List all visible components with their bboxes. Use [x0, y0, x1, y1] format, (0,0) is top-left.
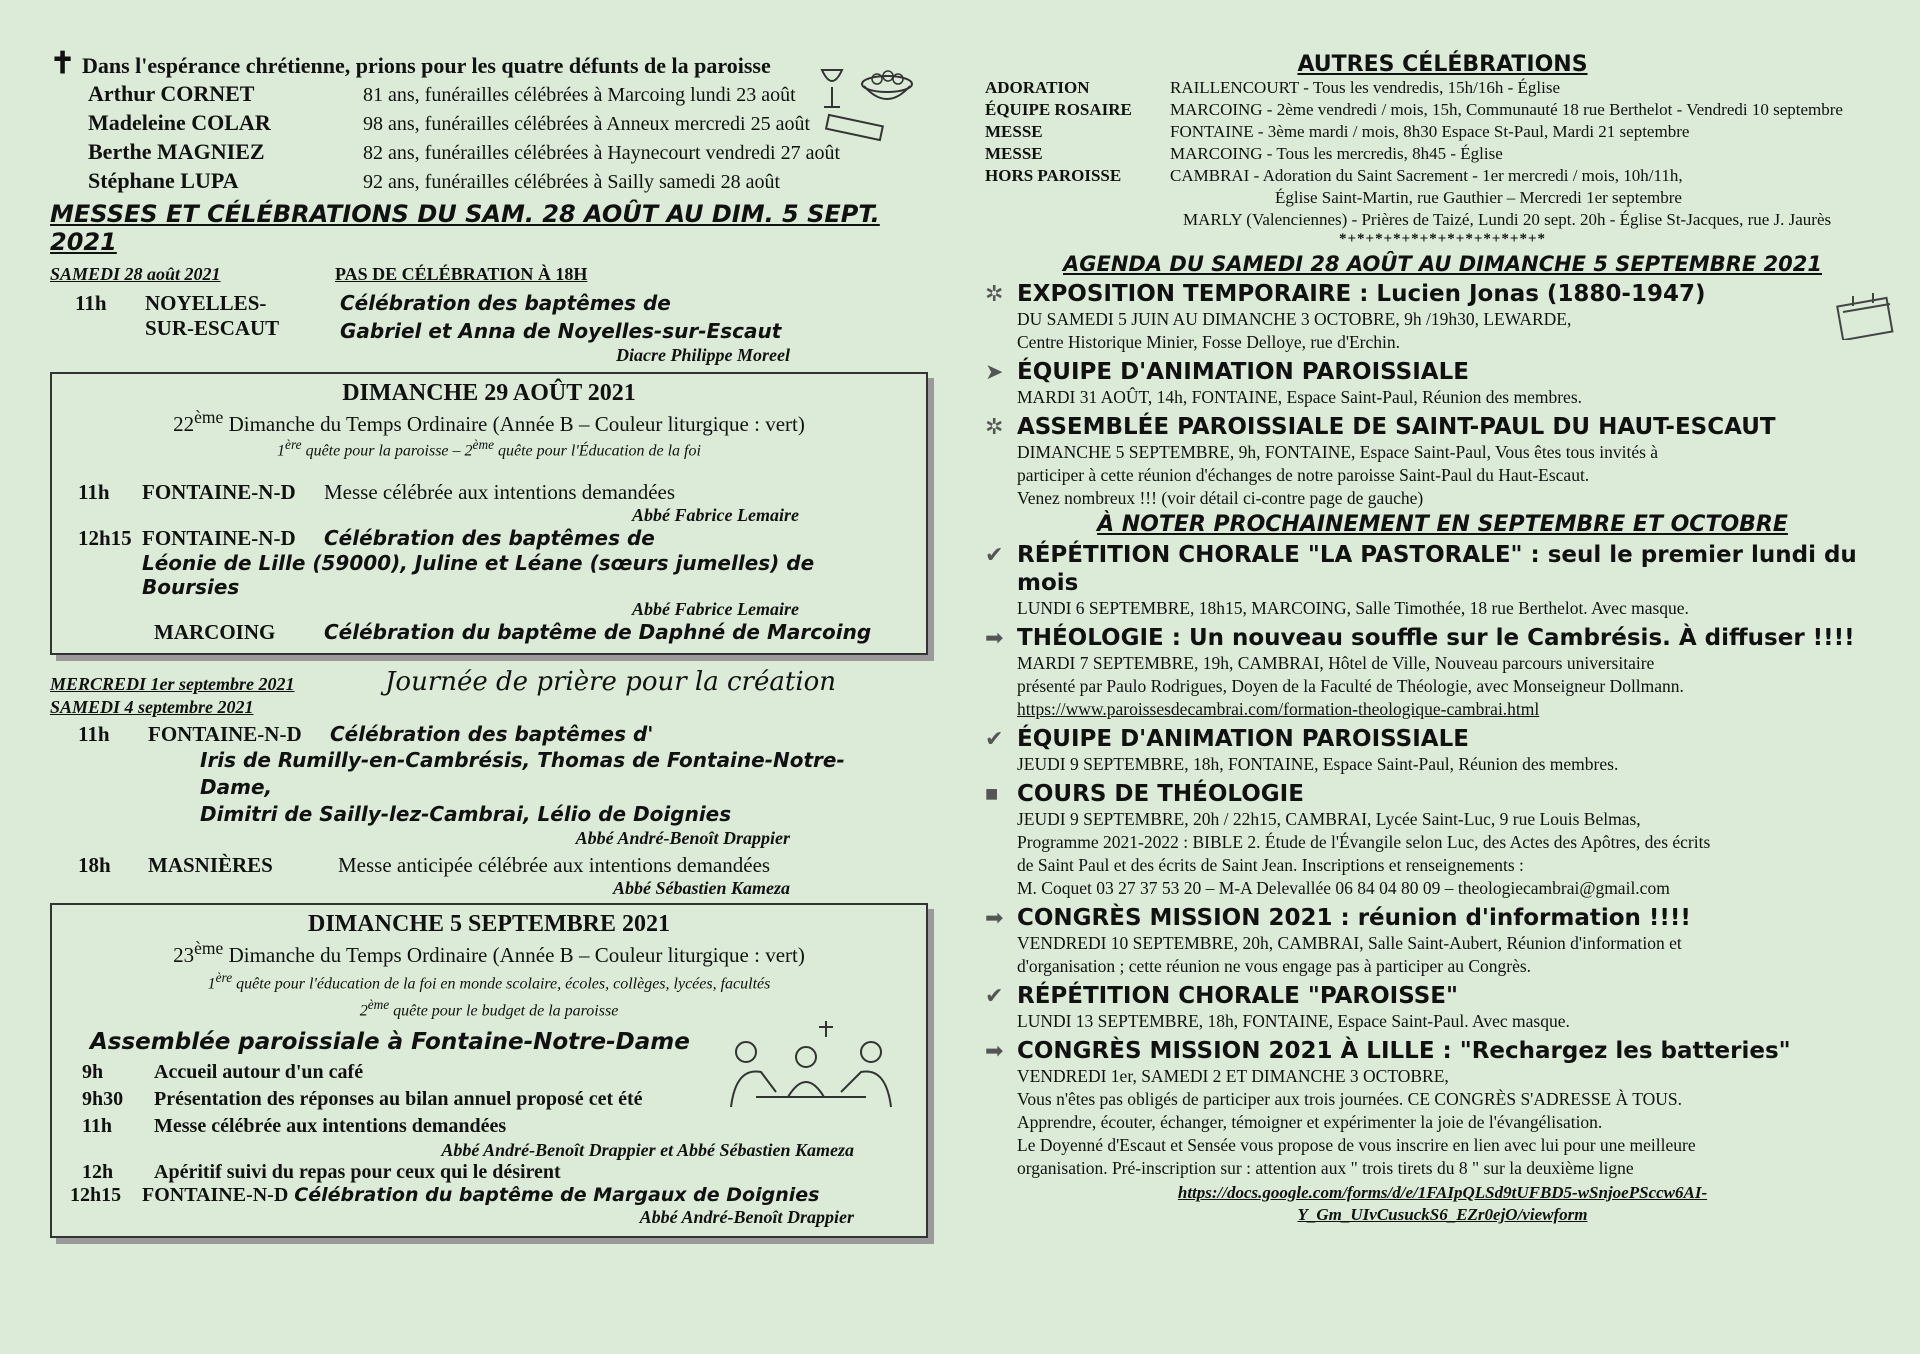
event-place: FONTAINE-N-D	[142, 480, 296, 505]
other-celebration-row	[985, 121, 1900, 143]
agenda-item	[985, 725, 1900, 776]
event-time: 11h	[78, 480, 110, 505]
deceased-detail: 98 ans, funérailles célébrées à Anneux mercredi 25 août	[363, 113, 811, 135]
agenda-item-title: EXPOSITION TEMPORAIRE : Lucien Jonas (1880-1947)	[1017, 281, 1706, 307]
deceased-detail: 81 ans, funérailles célébrées à Marcoing lundi 23 août	[363, 84, 796, 106]
sunday-29-quests: 1ère quête pour la paroisse – 2ème quête pour l'Éducation de la foi	[277, 437, 701, 460]
other-celebration-type: ÉQUIPE ROSAIRE	[985, 100, 1132, 119]
agenda-item-title: RÉPÉTITION CHORALE "PAROISSE"	[1017, 983, 1458, 1009]
deceased-detail: 92 ans, funérailles célébrées à Sailly samedi 28 août	[363, 171, 781, 193]
sunday-5-box	[50, 903, 928, 1238]
agenda-item-title: CONGRÈS MISSION 2021 À LILLE : "Rechargez les batteries"	[1017, 1038, 1791, 1064]
event-time: 11h	[78, 722, 110, 747]
deceased-row	[88, 80, 910, 109]
agenda-item-line: de Saint Paul et des écrits de Saint Jean. Inscriptions et renseignements :	[1017, 855, 1524, 875]
saturday-28-section	[50, 264, 910, 366]
agenda-item	[985, 541, 1900, 620]
saturday-28-date: SAMEDI 28 août 2021	[50, 264, 221, 284]
agenda-item-title: COURS DE THÉOLOGIE	[1017, 781, 1304, 807]
other-celebration-row	[985, 99, 1900, 121]
upcoming-title: À NOTER PROCHAINEMENT EN SEPTEMBRE ET OCTOBRE	[1097, 512, 1788, 537]
other-celebration-type: ADORATION	[985, 78, 1090, 97]
event-place: NOYELLES-	[145, 291, 267, 315]
deceased-row	[88, 167, 910, 196]
agenda-bullet-icon: ■	[985, 781, 999, 806]
celebrant: Abbé Fabrice Lemaire	[632, 505, 799, 526]
agenda-item-line: MARDI 7 SEPTEMBRE, 19h, CAMBRAI, Hôtel de Ville, Nouveau parcours universitaire	[1017, 653, 1655, 673]
agenda-bullet-icon: ➡	[985, 1038, 1004, 1063]
event-text: Célébration des baptêmes d'	[330, 722, 654, 747]
other-celebration-detail: RAILLENCOURT - Tous les vendredis, 15h/16h - Église	[1170, 78, 1561, 97]
event-text-2: Gabriel et Anna de Noyelles-sur-Escaut	[340, 319, 782, 343]
event-text-2: Léonie de Lille (59000), Juline et Léane (sœurs jumelles) de Boursies	[142, 551, 815, 600]
event-text: Célébration des baptêmes de	[324, 526, 655, 551]
wednesday-1-section	[50, 667, 910, 697]
celebrant: Diacre Philippe Moreel	[616, 345, 790, 365]
sunday-29-title: DIMANCHE 29 AOÛT 2021	[342, 380, 636, 406]
event-place: FONTAINE-N-D	[148, 722, 302, 747]
deceased-list	[88, 80, 910, 196]
other-celebrations-title: AUTRES CÉLÉBRATIONS	[1297, 52, 1588, 77]
agenda-item	[985, 413, 1900, 510]
agenda-item-line: LUNDI 13 SEPTEMBRE, 18h, FONTAINE, Espace Saint-Paul. Avec masque.	[1017, 1011, 1570, 1031]
agenda-bullet-icon: ✔	[985, 726, 1004, 751]
agenda-item-line: Centre Historique Minier, Fosse Delloye, rue d'Erchin.	[1017, 332, 1400, 352]
event-text: Messe célébrée aux intentions demandées	[154, 1114, 507, 1137]
chalice-bread-icon	[812, 62, 932, 142]
event-time: 12h	[82, 1160, 114, 1183]
other-celebration-detail: CAMBRAI - Adoration du Saint Sacrement - 1er mercredi / mois, 10h/11h,	[1170, 166, 1683, 185]
event-place: FONTAINE-N-D	[142, 526, 296, 551]
celebrant: Abbé André-Benoît Drappier et Abbé Sébastien Kameza	[441, 1139, 854, 1160]
agenda-bullet-icon: ✲	[985, 281, 1004, 306]
event-time: 18h	[78, 853, 111, 878]
event-place: FONTAINE-N-D	[142, 1183, 289, 1206]
event-time: 11h	[75, 291, 107, 315]
agenda-item-line: Programme 2021-2022 : BIBLE 2. Étude de l'Évangile selon Luc, des Actes des Apôtres, des écrits	[1017, 832, 1711, 852]
registration-link-1[interactable]: https://docs.google.com/forms/d/e/1FAIpQLSd9tUFBD5-wSnjoePSccw6AI-	[1177, 1183, 1708, 1202]
event-text: Célébration du baptême de Margaux de Doignies	[294, 1183, 820, 1206]
event-place: MARCOING	[154, 620, 276, 645]
agenda-bullet-icon: ➡	[985, 625, 1004, 650]
program-item	[64, 1113, 914, 1140]
agenda-item-line: VENDREDI 10 SEPTEMBRE, 20h, CAMBRAI, Salle Saint-Aubert, Réunion d'information et	[1017, 933, 1682, 953]
agenda-item-line: VENDREDI 1er, SAMEDI 2 ET DIMANCHE 3 OCTOBRE,	[1017, 1066, 1449, 1086]
masses-title: MESSES ET CÉLÉBRATIONS DU SAM. 28 AOÛT AU DIM. 5 SEPT. 2021	[50, 200, 880, 256]
agenda-item-line: présenté par Paulo Rodrigues, Doyen de la Faculté de Théologie, avec Monseigneur Dollmann.	[1017, 676, 1684, 696]
celebrant: Abbé Sébastien Kameza	[612, 878, 790, 899]
event-text-3: Dimitri de Sailly-lez-Cambrai, Lélio de Doignies	[200, 802, 732, 827]
other-celebration-type: MESSE	[985, 122, 1043, 141]
agenda-item	[985, 904, 1900, 978]
other-extra-2: MARLY (Valenciennes) - Prières de Taizé, Lundi 20 sept. 20h - Église St-Jacques, rue J. Jaurès	[1183, 210, 1832, 229]
other-celebration-type: MESSE	[985, 144, 1043, 163]
agenda-item-line: Venez nombreux !!! (voir détail ci-contre page de gauche)	[1017, 488, 1424, 508]
event-text: Célébration du baptême de Daphné de Marcoing	[324, 620, 872, 645]
agenda-item	[985, 358, 1900, 409]
saturday-4-date: SAMEDI 4 septembre 2021	[50, 697, 254, 718]
deceased-row	[88, 138, 910, 167]
sunday-29-subtitle: 22ème Dimanche du Temps Ordinaire (Année B – Couleur liturgique : vert)	[173, 407, 805, 436]
other-celebration-detail: MARCOING - 2ème vendredi / mois, 15h, Communauté 18 rue Berthelot - Vendredi 10 septembre	[1170, 100, 1843, 119]
deceased-row	[88, 109, 910, 138]
agenda-item-line: DIMANCHE 5 SEPTEMBRE, 9h, FONTAINE, Espace Saint-Paul, Vous êtes tous invités à	[1017, 442, 1659, 462]
event-time: 12h15	[78, 526, 132, 551]
agenda-item-title: ÉQUIPE D'ANIMATION PAROISSIALE	[1017, 726, 1469, 752]
wednesday-1-date: MERCREDI 1er septembre 2021	[50, 674, 295, 695]
agenda-item-line: organisation. Pré-inscription sur : attention aux " trois tirets du 8 " sur la deuxième ligne	[1017, 1158, 1634, 1178]
agenda-item-line: JEUDI 9 SEPTEMBRE, 20h / 22h15, CAMBRAI, Lycée Saint-Luc, 9 rue Louis Belmas,	[1017, 809, 1641, 829]
separator-stars: *+*+*+*+*+*+*+*+*+*+*+*	[1338, 231, 1547, 247]
right-column	[985, 0, 1920, 1354]
agenda-item-title: THÉOLOGIE : Un nouveau souffle sur le Cambrésis. À diffuser !!!!	[1017, 625, 1855, 651]
agenda-item	[985, 1037, 1900, 1180]
sunday-5-title: DIMANCHE 5 SEPTEMBRE 2021	[307, 911, 671, 938]
agenda-title: AGENDA DU SAMEDI 28 AOÛT AU DIMANCHE 5 SEPTEMBRE 2021	[1063, 252, 1822, 276]
other-celebration-row	[985, 143, 1900, 165]
event-time: 11h	[82, 1114, 113, 1137]
prayer-day-note: Journée de prière pour la création	[385, 667, 837, 698]
agenda-item-line: MARDI 31 AOÛT, 14h, FONTAINE, Espace Saint-Paul, Réunion des membres.	[1017, 387, 1583, 407]
celebrant: Abbé Fabrice Lemaire	[632, 599, 799, 620]
other-celebration-row	[985, 77, 1900, 99]
calendar-icon	[1835, 290, 1895, 340]
event-time: 9h30	[82, 1087, 124, 1110]
event-text: Apéritif suivi du repas pour ceux qui le désirent	[154, 1160, 561, 1183]
agenda-list	[985, 280, 1900, 510]
registration-link-2[interactable]: Y_Gm_UIvCusuckS6_EZr0ejO/viewform	[1297, 1205, 1588, 1224]
agenda-item-line: Le Doyenné d'Escaut et Sensée vous propose de vous inscrire en lien avec lui pour une meilleure	[1017, 1135, 1696, 1155]
deceased-name: Arthur CORNET	[88, 81, 255, 106]
agenda-item-title: CONGRÈS MISSION 2021 : réunion d'information !!!!	[1017, 905, 1691, 931]
agenda-item	[985, 780, 1900, 900]
saturday-4-section	[50, 697, 910, 899]
event-text: Accueil autour d'un café	[154, 1060, 364, 1083]
agenda-item-line: LUNDI 6 SEPTEMBRE, 18h15, MARCOING, Salle Timothée, 18 rue Berthelot. Avec masque.	[1017, 598, 1689, 618]
agenda-item-title: ASSEMBLÉE PAROISSIALE DE SAINT-PAUL DU HAUT-ESCAUT	[1017, 414, 1776, 440]
agenda-item-line: JEUDI 9 SEPTEMBRE, 18h, FONTAINE, Espace Saint-Paul, Réunion des membres.	[1017, 754, 1619, 774]
agenda-item-line: Vous n'êtes pas obligés de participer aux trois journées. CE CONGRÈS S'ADRESSE À TOUS.	[1017, 1089, 1682, 1109]
event-text: Messe célébrée aux intentions demandées	[324, 480, 676, 505]
event-text-2: Iris de Rumilly-en-Cambrésis, Thomas de Fontaine-Notre-Dame,	[200, 748, 845, 800]
other-celebration-detail: MARCOING - Tous les mercredis, 8h45 - Église	[1170, 144, 1503, 163]
agenda-item-line: DU SAMEDI 5 JUIN AU DIMANCHE 3 OCTOBRE, 9h /19h30, LEWARDE,	[1017, 309, 1572, 329]
event-text: Présentation des réponses au bilan annuel proposé cet été	[154, 1087, 643, 1110]
deceased-intro: Dans l'espérance chrétienne, prions pour les quatre défunts de la paroisse	[82, 53, 771, 78]
event-time: 9h	[82, 1060, 104, 1083]
assembly-title: Assemblée paroissiale à Fontaine-Notre-Dame	[90, 1028, 690, 1055]
left-column	[0, 0, 950, 1354]
agenda-bullet-icon: ➤	[985, 359, 1004, 384]
agenda-item-line: M. Coquet 03 27 37 53 20 – M-A Delevallée 06 84 04 80 09 – theologiecambrai@gmail.com	[1017, 878, 1670, 898]
agenda-item-title: ÉQUIPE D'ANIMATION PAROISSIALE	[1017, 359, 1469, 385]
event-time: 12h15	[70, 1183, 122, 1206]
agenda-bullet-icon: ✔	[985, 542, 1004, 567]
agenda-item-link[interactable]: https://www.paroissesdecambrai.com/formation-theologique-cambrai.html	[1017, 699, 1540, 719]
agenda-item	[985, 982, 1900, 1033]
agenda-item-line: Apprendre, écouter, échanger, témoigner et expérimenter la joie de l'évangélisation.	[1017, 1112, 1603, 1132]
sunday-29-box	[50, 372, 928, 655]
other-celebration-row	[985, 165, 1900, 187]
event-place-2: SUR-ESCAUT	[145, 316, 280, 340]
deceased-name: Madeleine COLAR	[88, 110, 271, 135]
deceased-detail: 82 ans, funérailles célébrées à Haynecourt vendredi 27 août	[363, 142, 841, 164]
celebrant: Abbé André-Benoît Drappier	[639, 1206, 854, 1227]
other-celebration-type: HORS PAROISSE	[985, 166, 1122, 185]
agenda-item-line: d'organisation ; cette réunion ne vous engage pas à participer au Congrès.	[1017, 956, 1532, 976]
agenda-item-line: participer à cette réunion d'échanges de notre paroisse Saint-Paul du Haut-Escaut.	[1017, 465, 1590, 485]
other-extra-1: Église Saint-Martin, rue Gauthier – Mercredi 1er septembre	[1275, 188, 1682, 207]
event-text: Célébration des baptêmes de	[340, 291, 671, 315]
deceased-section	[50, 47, 910, 196]
agenda-bullet-icon: ✲	[985, 414, 1004, 439]
agenda-item	[985, 624, 1900, 721]
assembly-people-icon	[716, 1017, 906, 1112]
sunday-5-subtitle: 23ème Dimanche du Temps Ordinaire (Année B – Couleur liturgique : vert)	[173, 938, 805, 968]
agenda-bullet-icon: ✔	[985, 983, 1004, 1008]
agenda-item-title: RÉPÉTITION CHORALE "LA PASTORALE" : seul le premier lundi du mois	[1017, 542, 1857, 596]
event-place: MASNIÈRES	[148, 853, 273, 878]
upcoming-list	[985, 541, 1900, 1180]
celebrant: Abbé André-Benoît Drappier	[575, 828, 790, 849]
sunday-5-quests: 1ère quête pour l'éducation de la foi en monde scolaire, écoles, collèges, lycées, facultés 2ème quête pour le budget de la paroisse	[207, 970, 771, 1019]
other-celebrations-table	[985, 77, 1900, 187]
deceased-name: Berthe MAGNIEZ	[88, 139, 265, 164]
no-celebration-note: PAS DE CÉLÉBRATION À 18H	[335, 264, 588, 284]
deceased-name: Stéphane LUPA	[88, 168, 239, 193]
cross-icon: ✝	[50, 47, 76, 80]
event-text: Messe anticipée célébrée aux intentions demandées	[338, 853, 771, 878]
other-celebration-detail: FONTAINE - 3ème mardi / mois, 8h30 Espace St-Paul, Mardi 21 septembre	[1170, 122, 1690, 141]
agenda-bullet-icon: ➡	[985, 905, 1004, 930]
agenda-item	[985, 280, 1900, 354]
